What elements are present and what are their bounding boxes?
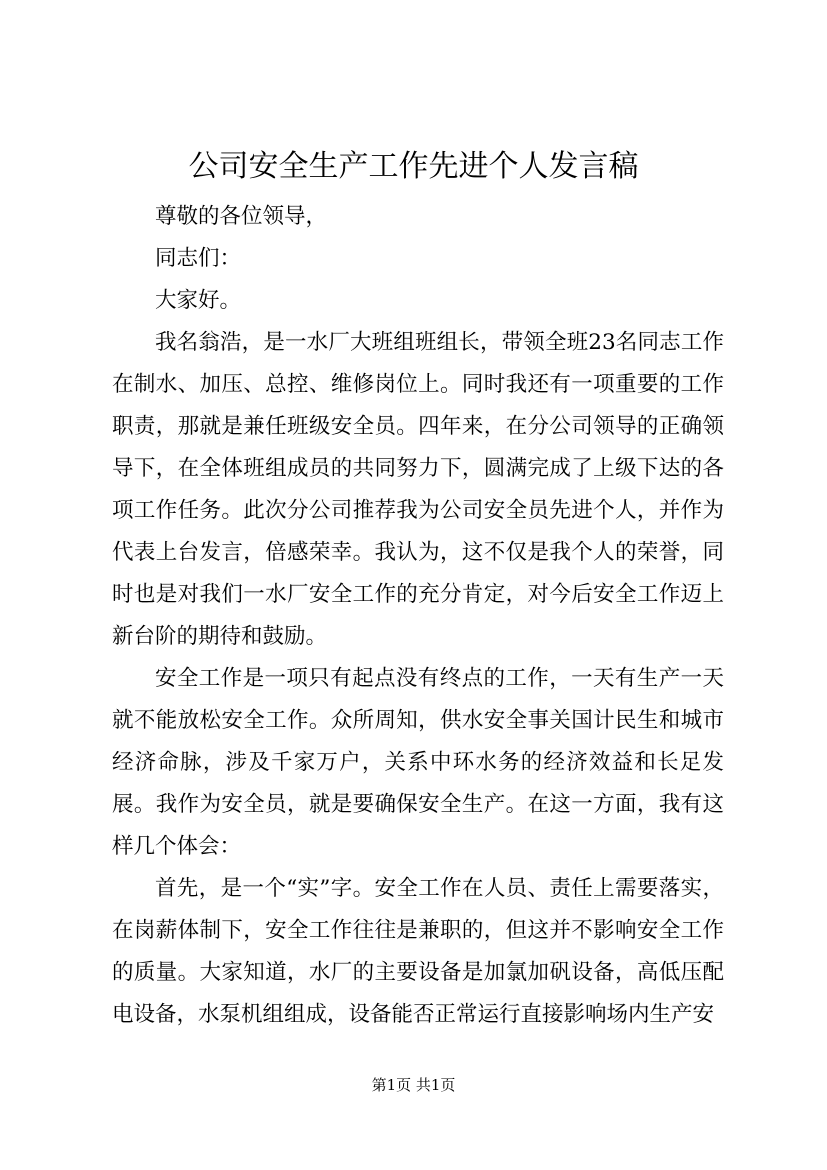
paragraph-safety-work: 安全工作是一项只有起点没有终点的工作，一天有生产一天就不能放松安全工作。众所周知，供水安全事关国计民生和城市经济命脉，涉及千家万户，关系中环水务的经济效益和长足发展。我作为安全员，就是要确保安全生产。在这一方面，我有这样几个体会：: [112, 666, 724, 859]
document-title: 公司安全生产工作先进个人发言稿: [188, 149, 639, 184]
salutation-leaders: 尊敬的各位领导，: [155, 204, 328, 229]
paragraph-introduction: 我名翁浩，是一水厂大班组班组长，带领全班23名同志工作在制水、加压、总控、维修岗位上。同时我还有一项重要的工作职责，那就是兼任班级安全员。四年来，在分公司领导的正确领导下，在全体班组成员的共同努力下，圆满完成了上级下达的各项工作任务。此次分公司推荐我为公司安全员先进个人，并作为代表上台发言，倍感荣幸。我认为，这不仅是我个人的荣誉，同时也是对我们一水厂安全工作的充分肯定，对今后安全工作迈上新台阶的期待和鼓励。: [112, 330, 724, 649]
page-footer: 第1页 共1页: [371, 1076, 456, 1094]
greeting: 大家好。: [155, 288, 242, 313]
paragraph-first-point: 首先，是一个“实”字。安全工作在人员、责任上需要落实，在岗薪体制下，安全工作往往是兼职的，但这并不影响安全工作的质量。大家知道，水厂的主要设备是加氯加矾设备，高低压配电设备，水泵机组组成，设备能否正常运行直接影响场内生产安: [112, 876, 724, 1027]
document-body: [112, 196, 724, 1036]
salutation-comrades: 同志们：: [155, 246, 242, 271]
